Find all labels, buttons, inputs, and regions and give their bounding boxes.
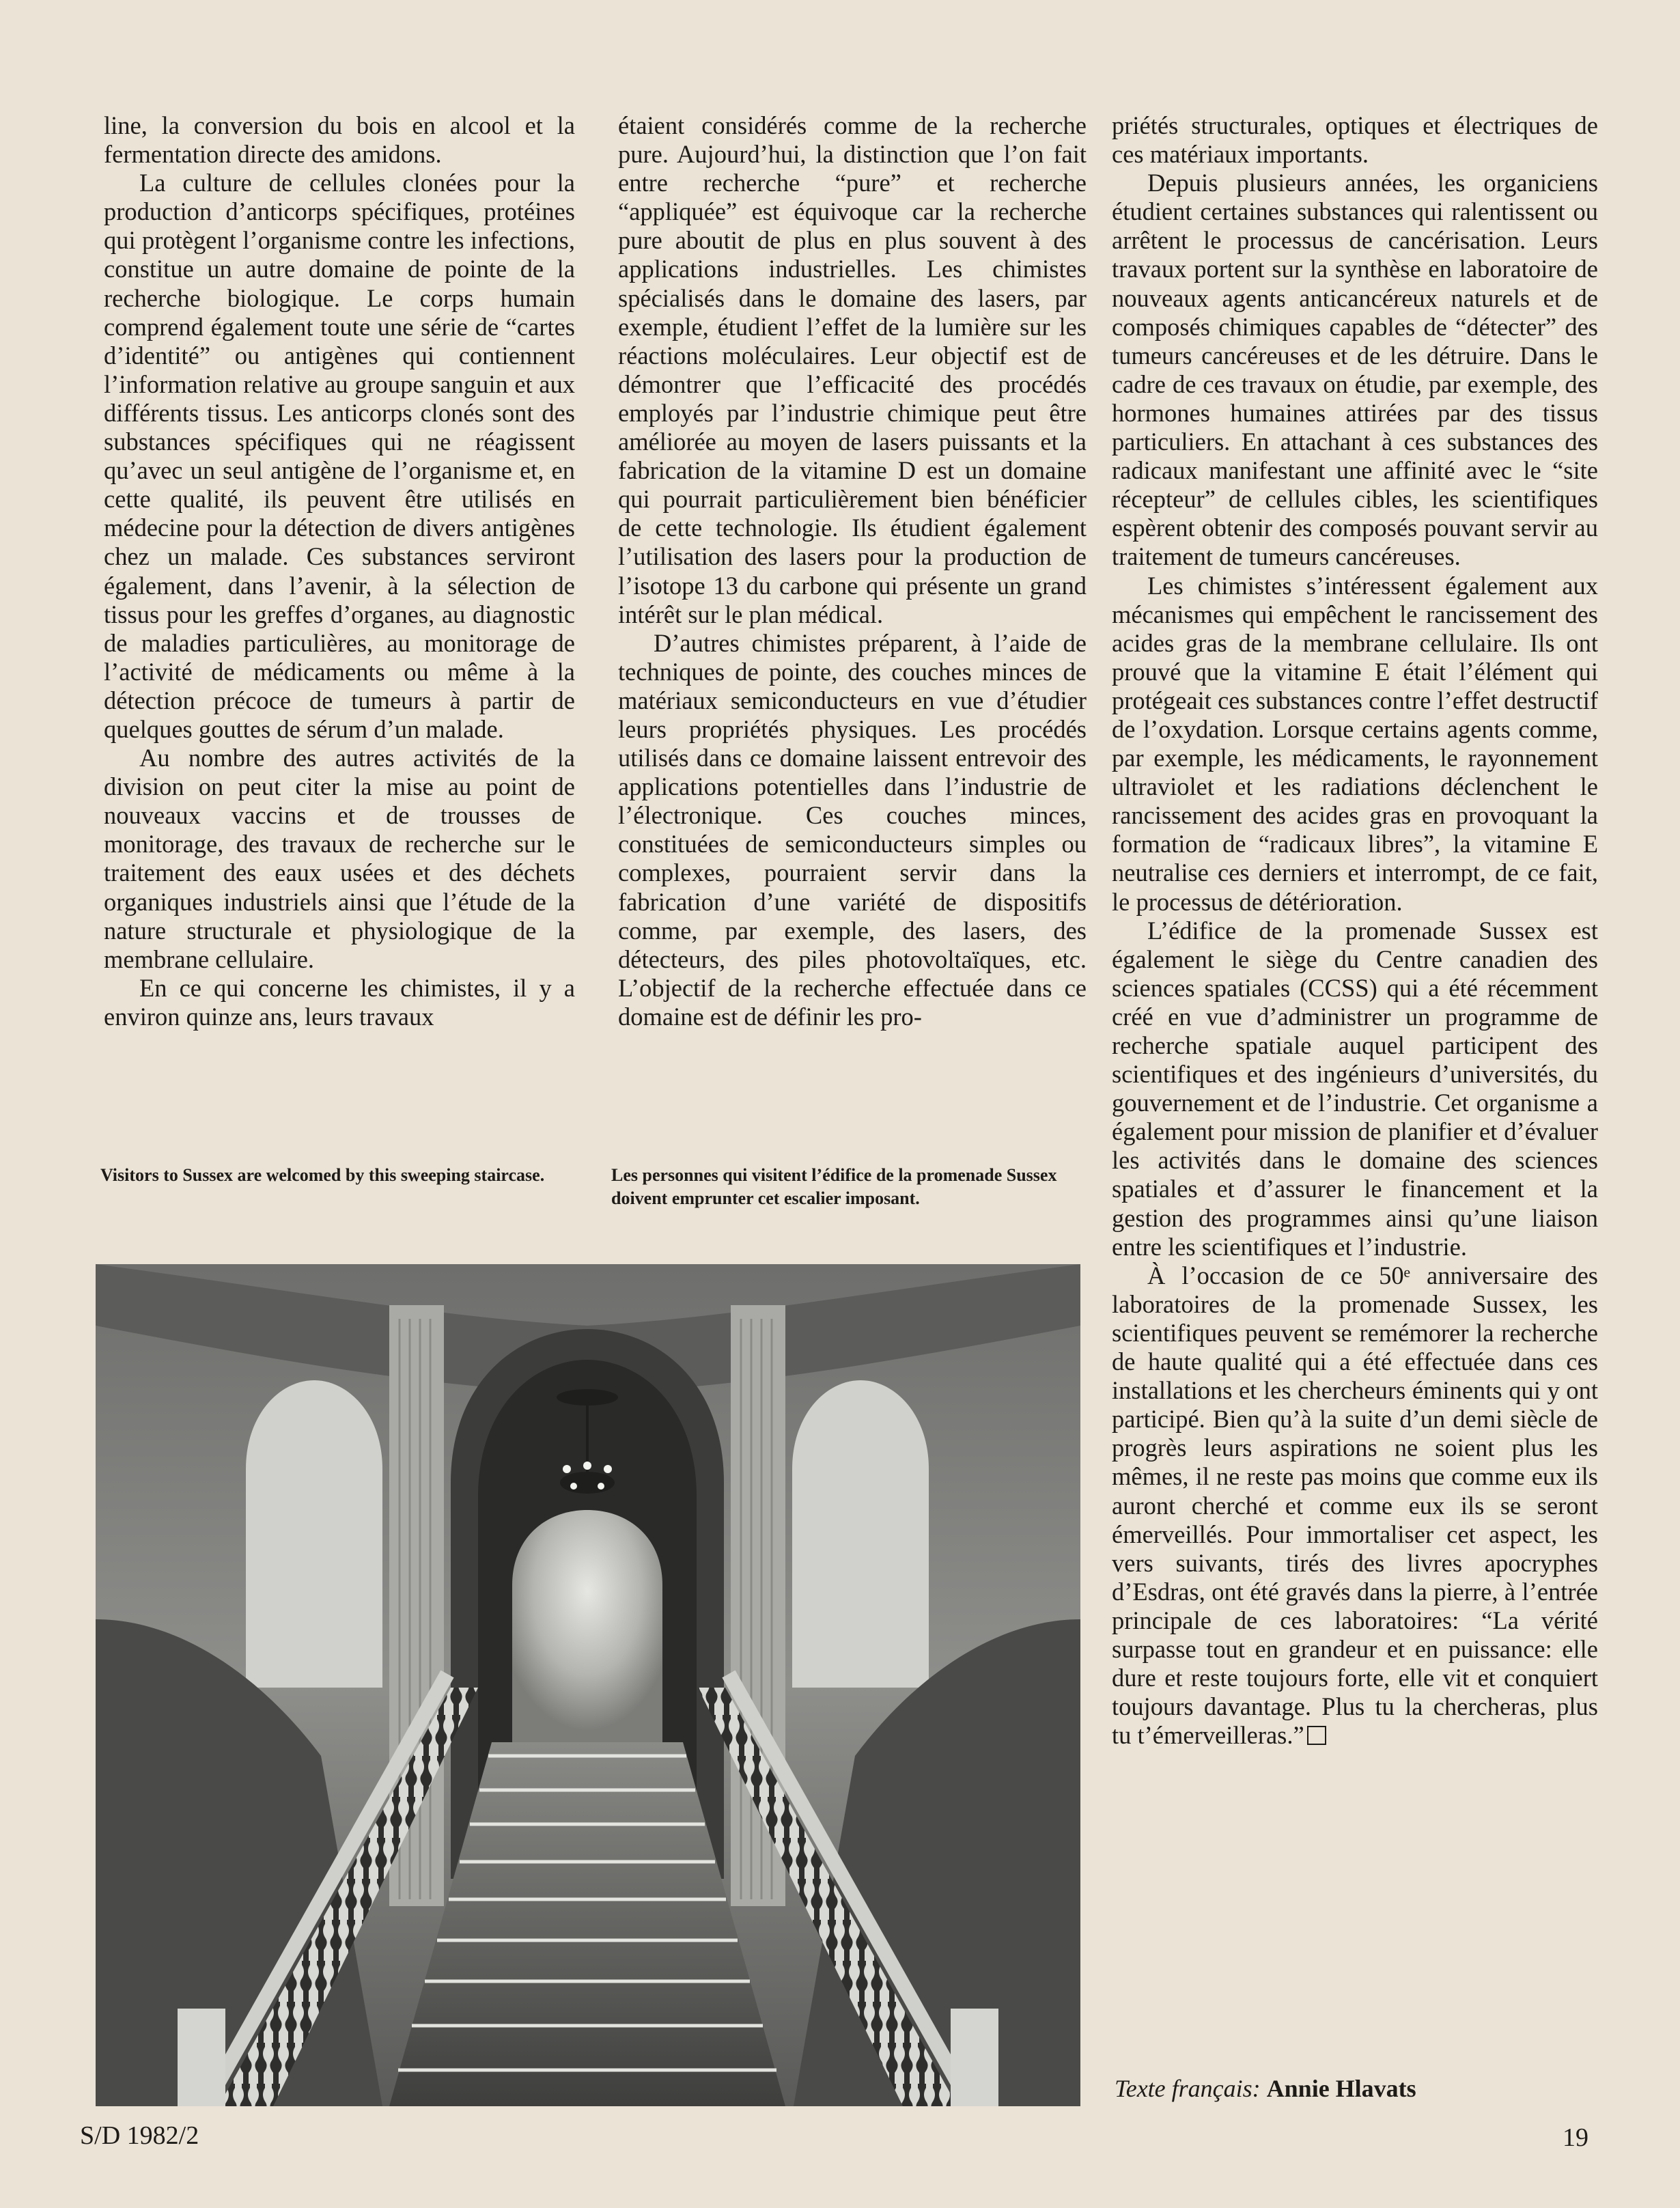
photo-caption-french: Les personnes qui visitent l’édifice de la promenade Sussex doivent emprunter cet escalier imposant. bbox=[611, 1165, 1057, 1208]
staircase-photo bbox=[96, 1264, 1080, 2106]
paragraph: L’édifice de la promenade Sussex est également le siège du Centre canadien des sciences spatiales (CCSS) qui a été récemment créé en vue d’administrer un programme de recherche spatiale auquel participent des scientifiques et des ingénieurs d’universités, du gouvernement et de l’industrie. Cet organisme a également pour mission de planifier et d’évaluer les activités dans le domaine des sciences spatiales et d’assurer le financement et la gestion des programmes ainsi qu’une liaison entre les scientifiques et l’industrie. bbox=[1112, 916, 1598, 1261]
translation-credit bbox=[1115, 2074, 1416, 2103]
translator-name: Annie Hlavats bbox=[1266, 2075, 1416, 2102]
article-column-2 bbox=[618, 111, 1087, 1031]
paragraph: La culture de cellules clonées pour la production d’anticorps spécifiques, protéines qui protègent l’organisme contre les infections, constitue un autre domaine de pointe de la recherche biologique. Le corps humain comprend également toute une série de “cartes d’identité” ou antigènes qui contiennent l’information relative au groupe sanguin et aux différents tissus. Les anticorps clonés sont des substances spécifiques qui ne réagissent qu’avec un seul antigène de l’organisme et, en cette qualité, ils peuvent être utilisés en médecine pour la détection de divers antigènes chez un malade. Ces substances serviront également, dans l’avenir, à la sélection de tissus pour les greffes d’organes, au diagnostic de maladies particulières, au monitorage de l’activité de médicaments ou même à la détection précoce de tumeurs à partir de quelques gouttes de sérum d’un malade. bbox=[104, 169, 575, 743]
issue-reference: S/D 1982/2 bbox=[80, 2121, 199, 2150]
paragraph: étaient considérés comme de la recherche pure. Aujourd’hui, la distinction que l’on fait entre recherche “pure” et recherche “appliquée” est équivoque car la recherche pure aboutit de plus en plus souvent à des applications industrielles. Les chimistes spécialisés dans le domaine des lasers, par exemple, étudient l’effet de la lumière sur les réactions moléculaires. Leur objectif est de démontrer que l’efficacité des procédés employés par l’industrie chimique peut être améliorée au moyen de lasers puissants et la fabrication de la vitamine D est un domaine qui pourrait particulièrement bien bénéficier de cette technologie. Ils étudient également l’utilisation des lasers pour la production de l’isotope 13 du carbone qui présente un grand intérêt sur le plan médical. bbox=[618, 111, 1087, 628]
paragraph: Au nombre des autres activités de la division on peut citer la mise au point de nouveaux vaccins et de trousses de monitorage, des travaux de recherche sur le traitement des eaux usées et des déchets organiques industriels ainsi que l’étude de la nature structurale et physiologique de la membrane cellulaire. bbox=[104, 744, 575, 973]
paragraph: D’autres chimistes préparent, à l’aide de techniques de pointe, des couches minces de matériaux semiconducteurs en vue d’étudier leurs propriétés physiques. Les procédés utilisés dans ce domaine laissent entrevoir des applications potentielles dans l’industrie de l’électronique. Ces couches minces, constituées de semiconducteurs simples ou complexes, pourraient servir dans la fabrication d’une variété de dispositifs comme, par exemple, des lasers, des détecteurs, des piles photovoltaïques, etc. L’objectif de la recherche effectuée dans ce domaine est de définir les pro- bbox=[618, 628, 1087, 1031]
paragraph: priétés structurales, optiques et électriques de ces matériaux importants. bbox=[1112, 111, 1598, 169]
paragraph: Les chimistes s’intéressent également aux mécanismes qui empêchent le rancissement des acides gras de la membrane cellulaire. Ils ont prouvé que la vitamine E était l’élément qui protégeait ces substances contre l’effet destructif de l’oxydation. Lorsque certains agents comme, par exemple, les médicaments, le rayonnement ultraviolet et les radiations déclenchent le rancissement des acides gras en provoquant la formation de “radicaux libres”, la vitamine E neutralise ces derniers et interrompt, de ce fait, le processus de détérioration. bbox=[1112, 571, 1598, 916]
article-column-3 bbox=[1112, 111, 1598, 1750]
closing-paragraph-text: À l’occasion de ce 50ᵉ anniversaire des laboratoires de la promenade Sussex, les scientifiques peuvent se remémorer la recherche de haute qualité qui a été effectuée dans ces installations et les chercheurs éminents qui y ont participé. Bien qu’à la suite d’un demi siècle de progrès leurs aspirations ne soient plus les mêmes, il ne reste pas moins que comme eux ils auront cherché et comme eux ils se seront émerveillés. Pour immortaliser cet aspect, les vers suivants, tirés des livres apocryphes d’Esdras, ont été gravés dans la pierre, à l’entrée principale de ces laboratoires: “La vérité surpasse tout en grandeur et en puissance: elle dure et reste toujours forte, elle vit et conquiert toujours davantage. Plus tu la chercheras, plus tu t’émerveilleras.” bbox=[1112, 1261, 1598, 1750]
photo-caption-english: Visitors to Sussex are welcomed by this sweeping staircase. bbox=[100, 1165, 545, 1185]
translation-credit-label: Texte français: bbox=[1115, 2075, 1261, 2102]
paragraph: line, la conversion du bois en alcool et la fermentation directe des amidons. bbox=[104, 111, 575, 169]
end-mark-icon bbox=[1307, 1726, 1326, 1745]
paragraph: En ce qui concerne les chimistes, il y a environ quinze ans, leurs travaux bbox=[104, 973, 575, 1031]
paragraph: Depuis plusieurs années, les organiciens étudient certaines substances qui ralentissent ou arrêtent le processus de cancérisation. Leurs travaux portent sur la synthèse en laboratoire de nouveaux agents anticancéreux naturels et de composés chimiques capables de “détecter” des tumeurs cancéreuses et de les détruire. Dans le cadre de ces travaux on étudie, par exemple, des hormones humaines attirées par des tissus particuliers. En attachant à ces substances des radicaux manifestant une affinité avec le “site récepteur” de cellules cibles, les scientifiques espèrent obtenir des composés pouvant servir au traitement de tumeurs cancéreuses. bbox=[1112, 169, 1598, 571]
paragraph bbox=[1112, 1261, 1598, 1750]
article-column-1 bbox=[104, 111, 575, 1031]
page-number: 19 bbox=[1563, 2123, 1588, 2152]
